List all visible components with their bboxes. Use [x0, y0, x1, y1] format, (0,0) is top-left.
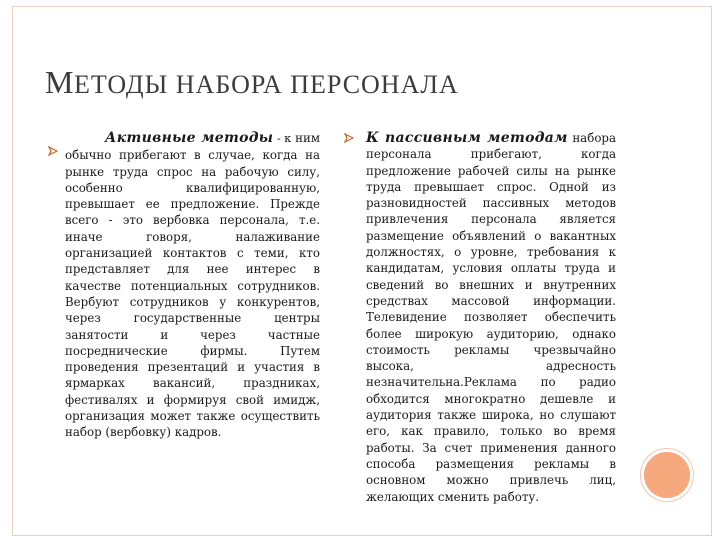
active-methods-dash: - к — [273, 132, 292, 145]
passive-methods-paragraph — [344, 130, 616, 505]
arrow-bullet-icon — [344, 133, 354, 143]
title-rest: ЕТОДЫ НАБОРА ПЕРСОНАЛА — [73, 70, 459, 99]
passive-methods-column — [344, 130, 616, 505]
title-initial: М — [45, 64, 74, 100]
passive-methods-term: К пассивным методам — [366, 130, 568, 146]
page-title — [45, 64, 459, 101]
passive-methods-text: набора персонала прибегают, когда предложение рабочей силы на рынке труда превышает спрос. Одной из разновидностей пассивных методов привлечения персонала является размещение объявлений о вакантных должностях, о уровне, требования к кандидатам, условия оплаты труда и сведений во внешних и внутренних средствах массовой информации. Телевидение позволяет обеспечить более широкую аудиторию, однако стоимость рекламы чрезвычайно высока, адресность незначительна.Реклама по радио обходится многократно дешевле и аудитория также широка, но слушают его, как правило, только во время работы. За счет применения данного способа размещения рекламы в основном можно привлечь лиц, желающих сменить работу. — [366, 131, 617, 504]
arrow-bullet-icon — [48, 146, 58, 156]
active-methods-paragraph — [48, 130, 320, 441]
decorative-circle — [641, 449, 693, 501]
active-methods-text: ним обычно прибегают в случае, когда на рынке труда спрос на рабочую силу, особенно квалифицированную, превышает ее предложение. Прежде всего - это вербовка персонала, т.е. иначе говоря, налаживание организацией контактов с теми, кто представляет для нее интерес в качестве потенциальных сотрудников. Вербуют сотрудников у конкурентов, через государственные центры занятости и через частные посреднические фирмы. Путем проведения презентаций и участия в ярмарках вакансий, праздниках, фестивалях и формируя свой имидж, организация может также осуществить набор (вербовку) кадров. — [65, 131, 320, 440]
active-methods-term: Активные методы — [105, 130, 274, 146]
active-methods-column — [48, 130, 320, 441]
